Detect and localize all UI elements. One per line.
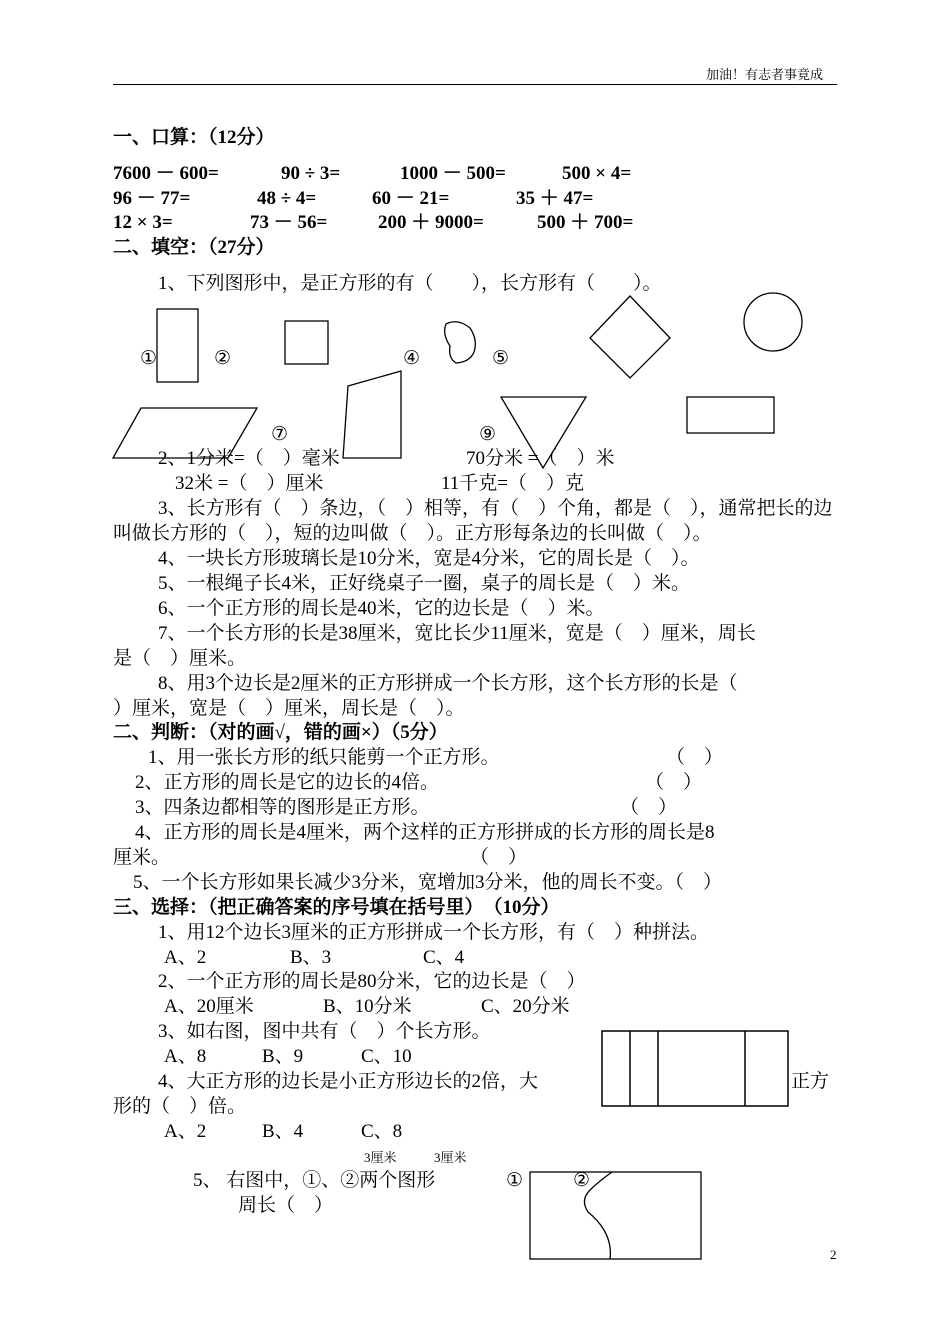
calc-1-3: 1000 － 500=	[400, 163, 506, 184]
shape-label-7: ⑦	[271, 424, 289, 445]
judge-q3-paren: （ ）	[620, 797, 678, 818]
choice-q1-b: B、3	[290, 947, 332, 968]
shape-2-square	[285, 321, 328, 364]
choice-q4-c: C、8	[361, 1121, 403, 1142]
choice-q1-a: A、2	[164, 947, 207, 968]
shape-6-rhombus	[590, 296, 670, 378]
section3-title: 二、判断：（对的画√，错的画×）（5分）	[113, 722, 448, 743]
shape-label-1: ①	[140, 348, 158, 369]
header-motto: 加油！有志者事竟成	[706, 67, 824, 82]
shape-circle	[744, 293, 802, 351]
choice-q3: 3、如右图，图中共有（ ）个长方形。	[158, 1021, 491, 1042]
choice-q3-c: C、10	[361, 1046, 412, 1067]
q5-rectangle-figure	[530, 1172, 701, 1259]
shape-label-9: ⑨	[479, 424, 497, 445]
q3-rectangle-figure	[602, 1031, 788, 1106]
fill-q7a: 7、一个长方形的长是38厘米，宽比长少11厘米，宽是（ ）厘米，周长	[158, 623, 756, 644]
q5-label-2: ②	[573, 1170, 591, 1191]
fill-q8b: ）厘米，宽是（ ）厘米，周长是（ ）。	[113, 698, 465, 719]
judge-q3: 3、四条边都相等的图形是正方形。	[135, 797, 430, 818]
choice-q4-tail: 正方	[791, 1071, 830, 1092]
q5-dim-1: 3厘米	[364, 1150, 397, 1165]
fill-q5: 5、一根绳子长4米，正好绕桌子一圈，桌子的周长是（ ）米。	[158, 573, 691, 594]
choice-q3-a: A、8	[164, 1046, 207, 1067]
choice-q5b: 周长（ ）	[238, 1195, 334, 1216]
choice-q2-a: A、20厘米	[164, 996, 254, 1017]
choice-q3-b: B、9	[262, 1046, 304, 1067]
calc-1-4: 500 × 4=	[562, 163, 632, 184]
shape-label-4: ④	[403, 348, 421, 369]
calc-3-4: 500 ＋ 700=	[537, 212, 634, 233]
page-number: 2	[830, 1247, 837, 1262]
calc-2-3: 60 － 21=	[372, 188, 450, 209]
shape-7-trapezoid	[343, 371, 401, 458]
section1-title: 一、口算：（12分）	[113, 127, 275, 148]
calc-3-3: 200 ＋ 9000=	[378, 212, 484, 233]
choice-q4a: 4、大正方形的边长是小正方形边长的2倍，大	[158, 1071, 539, 1092]
choice-q4b: 形的（ ）倍。	[113, 1096, 247, 1117]
shape-label-5: ⑤	[492, 348, 510, 369]
fill-q2b: 70分米 =（ ）米	[466, 448, 615, 469]
choice-q1: 1、用12个边长3厘米的正方形拼成一个长方形，有（ ）种拼法。	[158, 922, 710, 943]
shape-label-2: ②	[214, 348, 232, 369]
calc-2-2: 48 ÷ 4=	[257, 188, 317, 209]
judge-q4-paren: （ ）	[470, 847, 528, 868]
judge-q1: 1、用一张长方形的纸只能剪一个正方形。	[148, 747, 500, 768]
fill-q8a: 8、用3个边长是2厘米的正方形拼成一个长方形，这个长方形的长是（	[158, 673, 738, 694]
calc-3-1: 12 × 3=	[113, 212, 173, 233]
shape-4-irregular	[445, 322, 476, 363]
shape-8-wide-rectangle	[687, 397, 774, 433]
fill-q2c: 32米 =（ ）厘米	[175, 473, 324, 494]
choice-q1-c: C、4	[423, 947, 465, 968]
calc-2-1: 96 － 77=	[113, 188, 191, 209]
fill-q2d: 11千克=（ ）克	[441, 473, 585, 494]
judge-q2: 2、正方形的周长是它的边长的4倍。	[135, 772, 440, 793]
fill-q1: 1、下列图形中，是正方形的有（ ），长方形有（ ）。	[158, 273, 662, 294]
q5-label-1: ①	[506, 1170, 524, 1191]
fill-q3b: 叫做长方形的（ ），短的边叫做（ ）。正方形每条边的长叫做（ ）。	[113, 523, 712, 544]
header-rule	[113, 84, 837, 85]
judge-q5: 5、一个长方形如果长减少3分米，宽增加3分米，他的周长不变。（ ）	[133, 872, 723, 893]
choice-q4-b: B、4	[262, 1121, 304, 1142]
choice-q2-c: C、20分米	[481, 996, 570, 1017]
fill-q2a: 2、1分米=（ ）毫米	[158, 448, 340, 469]
choice-q5a: 5、 右图中，①、②两个图形	[193, 1170, 436, 1191]
judge-q1-paren: （ ）	[666, 747, 724, 768]
section2-title: 二、填空：（27分）	[113, 237, 275, 258]
q5-dim-2: 3厘米	[434, 1150, 467, 1165]
choice-q2-b: B、10分米	[323, 996, 412, 1017]
calc-1-2: 90 ÷ 3=	[281, 163, 341, 184]
choice-q2: 2、一个正方形的周长是80分米，它的边长是（ ）	[158, 971, 586, 992]
shape-1-tall-rectangle	[157, 309, 198, 382]
judge-q4a: 4、正方形的周长是4厘米，两个这样的正方形拼成的长方形的周长是8	[135, 822, 715, 843]
section4-title: 三、选择：（把正确答案的序号填在括号里） （10分）	[113, 897, 560, 918]
fill-q4: 4、一块长方形玻璃长是10分米，宽是4分米，它的周长是（ ）。	[158, 548, 700, 569]
choice-q4-a: A、2	[164, 1121, 207, 1142]
calc-2-4: 35 ＋ 47=	[516, 188, 594, 209]
fill-q7b: 是（ ）厘米。	[113, 648, 247, 669]
judge-q4b: 厘米。	[113, 847, 171, 868]
calc-1-1: 7600 － 600=	[113, 163, 219, 184]
calc-3-2: 73 － 56=	[250, 212, 328, 233]
fill-q6: 6、一个正方形的周长是40米，它的边长是（ ）米。	[158, 598, 605, 619]
fill-q3a: 3、长方形有（ ）条边，（ ）相等，有（ ）个角，都是（ ），通常把长的边	[158, 498, 833, 519]
judge-q2-paren: （ ）	[645, 772, 703, 793]
